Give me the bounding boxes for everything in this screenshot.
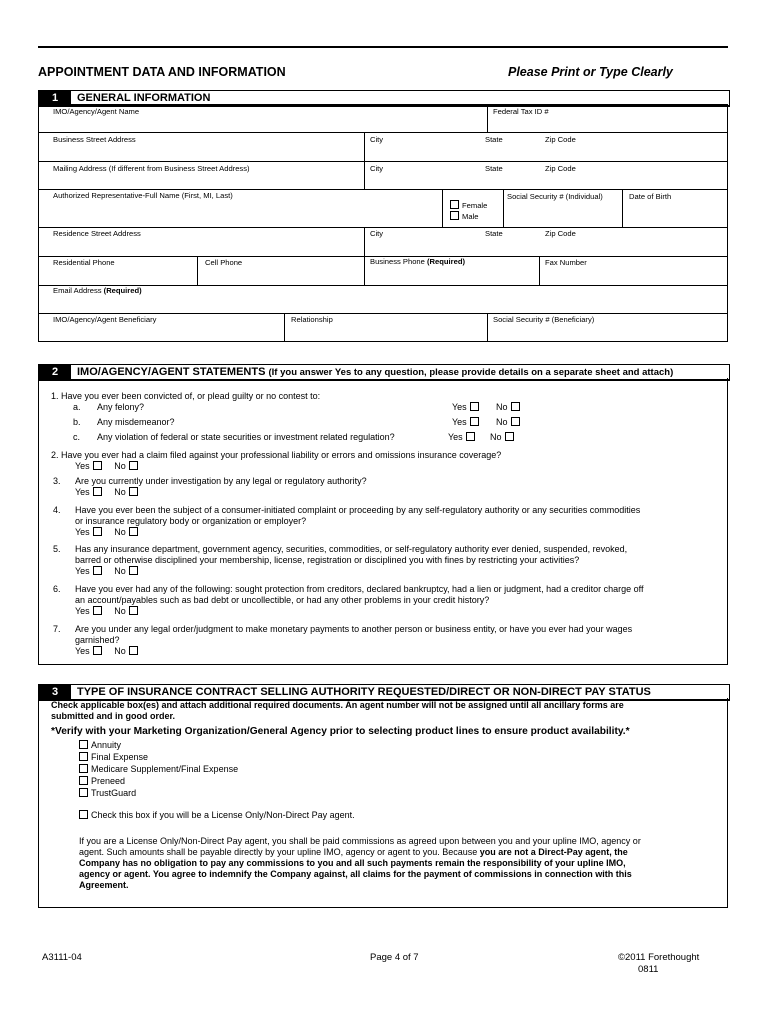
residence-state-label: State [485, 229, 503, 238]
question-4: Have you ever been the subject of a consumer-initiated complaint or proceeding by any self-regulatory authority or any securities commodities or insurance regulatory body or organization or employer? [75, 505, 641, 526]
product-annuity[interactable]: Annuity [79, 740, 121, 751]
page-title: APPOINTMENT DATA AND INFORMATION [38, 65, 286, 79]
q4-answers[interactable]: Yes No [75, 527, 138, 538]
business-street-label: Business Street Address [53, 135, 136, 144]
general-info-grid [38, 104, 728, 342]
form-id: A3111-04 [42, 952, 82, 963]
business-city-label: City [370, 135, 384, 144]
q7-answers[interactable]: Yes No [75, 646, 138, 657]
q2-answers[interactable]: Yes No [75, 461, 138, 472]
dob-label: Date of Birth [629, 192, 672, 201]
residence-street-label: Residence Street Address [53, 229, 141, 238]
q4-number: 4. [53, 505, 61, 515]
page-number: Page 4 of 7 [370, 952, 419, 963]
business-zip-label: Zip Code [545, 135, 576, 144]
q1a-text: Any felony? [97, 402, 145, 412]
mailing-state-label: State [485, 164, 503, 173]
section-2-title: IMO/AGENCY/AGENT STATEMENTS (If you answer Yes to any question, please provide details on a separate sheet and attach) [77, 366, 674, 378]
section-3-number: 3 [39, 685, 71, 699]
q1b-letter: b. [73, 417, 81, 427]
statements-section [38, 378, 728, 665]
section-3-title: TYPE OF INSURANCE CONTRACT SELLING AUTHORITY REQUESTED/DIRECT OR NON-DIRECT PAY STATUS [77, 686, 651, 698]
beneficiary-label: IMO/Agency/Agent Beneficiary [53, 315, 157, 324]
male-checkbox[interactable] [450, 211, 459, 220]
q3-number: 3. [53, 476, 61, 486]
question-2: 2. Have you ever had a claim filed against your professional liability or errors and omissions insurance coverage? [51, 450, 502, 460]
license-only-option[interactable]: Check this box if you will be a License Only/Non-Direct Pay agent. [79, 810, 355, 821]
q1c-letter: c. [73, 432, 81, 442]
trustguard-checkbox[interactable] [79, 788, 88, 797]
q1c-no[interactable]: No [490, 432, 514, 443]
business-state-label: State [485, 135, 503, 144]
question-6: Have you ever had any of the following: sought protection from creditors, declared bankruptcy, had a lien or judgment, had a creditor charge off an account/payables such as bad debt or uncollectible, or had any other problems in your credit history? [75, 584, 644, 605]
q3-answers[interactable]: Yes No [75, 487, 138, 498]
email-label: Email Address (Required) [53, 286, 142, 295]
question-1: 1. Have you ever been convicted of, or plead guilty or no contest to: [51, 391, 321, 401]
question-7: Are you under any legal order/judgment to make monetary payments to another person or business entity, or have you ever had your wages garnished? [75, 624, 633, 645]
fax-label: Fax Number [545, 258, 587, 267]
product-medicare-supplement[interactable]: Medicare Supplement/Final Expense [79, 764, 238, 775]
selling-authority-section [38, 698, 728, 908]
check-instructions: Check applicable box(es) and attach additional required documents. An agent number will not be assigned until all ancillary forms are submitted and in good order. [51, 700, 624, 721]
mailing-zip-label: Zip Code [545, 164, 576, 173]
copyright: ©2011 Forethought [618, 952, 700, 963]
q1a-no[interactable]: No [496, 402, 520, 413]
q1a-letter: a. [73, 402, 81, 412]
q1b-text: Any misdemeanor? [97, 417, 175, 427]
residence-city-label: City [370, 229, 384, 238]
q1b-yes[interactable]: Yes [452, 417, 479, 428]
question-3: Are you currently under investigation by any legal or regulatory authority? [75, 476, 367, 486]
q6-number: 6. [53, 584, 61, 594]
q5-answers[interactable]: Yes No [75, 566, 138, 577]
preneed-checkbox[interactable] [79, 776, 88, 785]
question-5: Has any insurance department, government agency, securities, commodities, or self-regulatory authority ever denied, suspended, revoked, barred or otherwise disciplined your membership, license, registration or disciplined you with fines by restricting your activities? [75, 544, 628, 565]
business-phone-label: Business Phone (Required) [370, 257, 465, 266]
product-preneed[interactable]: Preneed [79, 776, 125, 787]
q1c-text: Any violation of federal or state securities or investment related regulation? [97, 432, 395, 442]
section-1-number: 1 [39, 91, 71, 105]
q1b-no[interactable]: No [496, 417, 520, 428]
mailing-address-label: Mailing Address (If different from Business Street Address) [53, 164, 250, 173]
mailing-city-label: City [370, 164, 384, 173]
revision-code: 0811 [638, 964, 659, 975]
imo-name-label: IMO/Agency/Agent Name [53, 107, 140, 116]
federal-tax-label: Federal Tax ID # [493, 107, 549, 116]
product-trustguard[interactable]: TrustGuard [79, 788, 136, 799]
residential-phone-label: Residential Phone [53, 258, 115, 267]
female-option[interactable]: Female [450, 200, 487, 210]
cell-phone-label: Cell Phone [205, 258, 243, 267]
q1a-yes[interactable]: Yes [452, 402, 479, 413]
annuity-checkbox[interactable] [79, 740, 88, 749]
male-option[interactable]: Male [450, 211, 478, 221]
section-1-title: GENERAL INFORMATION [77, 92, 211, 104]
license-only-checkbox[interactable] [79, 810, 88, 819]
product-final-expense[interactable]: Final Expense [79, 752, 148, 763]
relationship-label: Relationship [291, 315, 333, 324]
print-instruction: Please Print or Type Clearly [508, 65, 673, 79]
license-only-paragraph: If you are a License Only/Non-Direct Pay agent, you shall be paid commissions as agreed upon between you and your upline IMO, agency or agent. Such amounts shall be payable directly by your upline IMO, agency or agent to you. Because you are not a Direct-Pay agent, the Company has no obligation to pay any commissions to you and all such payments remain the responsibility of your upline IMO, agency or agent. You agree to indemnify the Company against, all claims for the payment of commissions in connection with this Agreement. [79, 836, 641, 890]
section-2-number: 2 [39, 365, 71, 379]
top-rule [38, 46, 728, 48]
verify-note: *Verify with your Marketing Organization/General Agency prior to selecting product lines to ensure product availability.* [51, 726, 630, 737]
ssn-beneficiary-label: Social Security # (Beneficiary) [493, 315, 595, 324]
q1c-yes[interactable]: Yes [448, 432, 475, 443]
ssn-individual-label: Social Security # (Individual) [507, 192, 603, 201]
q6-answers[interactable]: Yes No [75, 606, 138, 617]
auth-rep-label: Authorized Representative-Full Name (First, MI, Last) [53, 191, 233, 200]
final-expense-checkbox[interactable] [79, 752, 88, 761]
q7-number: 7. [53, 624, 61, 634]
q5-number: 5. [53, 544, 61, 554]
medicare-checkbox[interactable] [79, 764, 88, 773]
residence-zip-label: Zip Code [545, 229, 576, 238]
female-checkbox[interactable] [450, 200, 459, 209]
